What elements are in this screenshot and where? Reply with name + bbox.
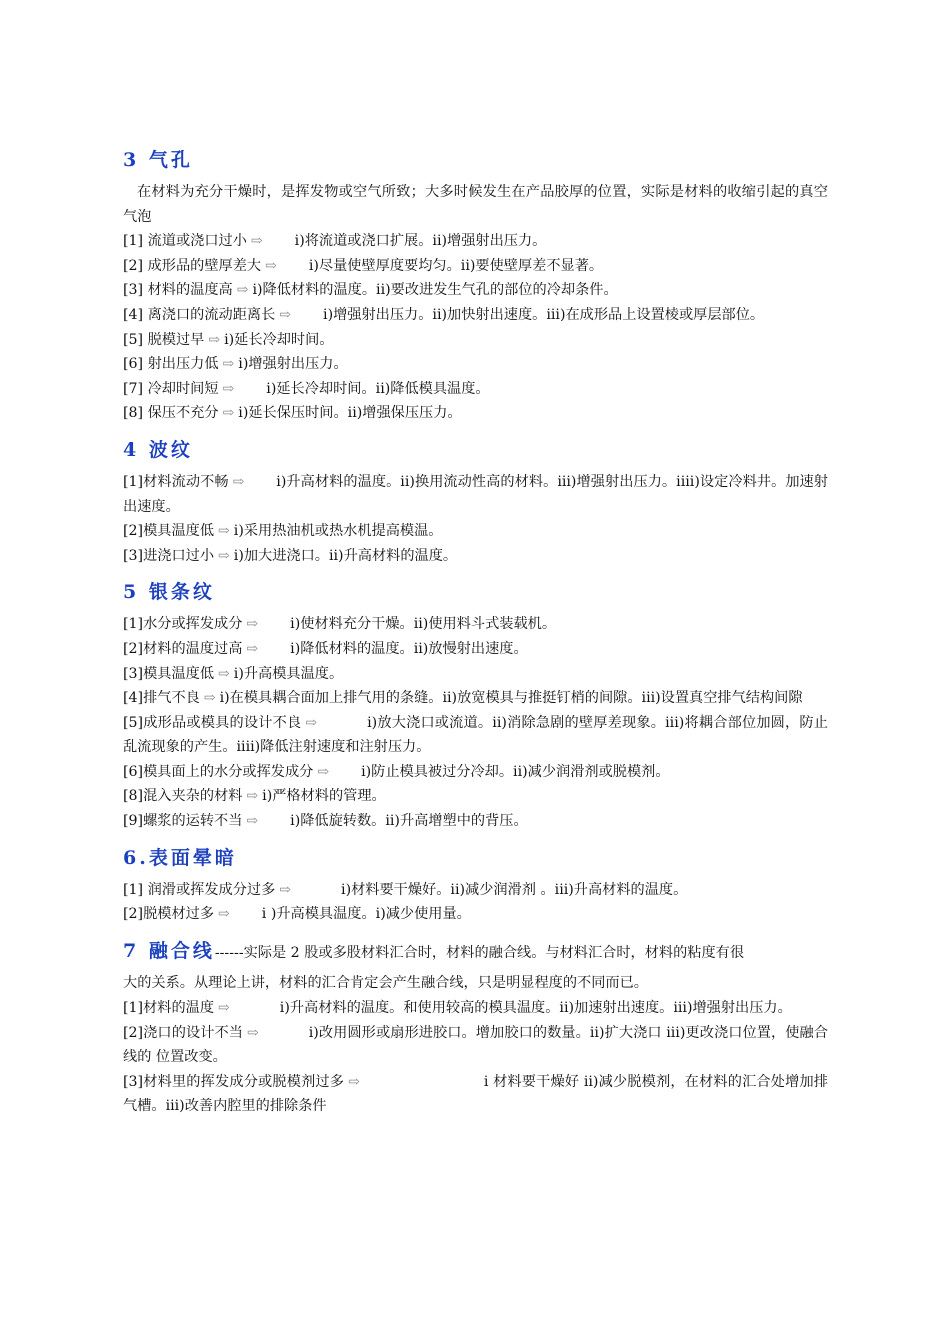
cause-text: [2] 成形品的壁厚差大: [123, 257, 262, 274]
cause-text: [1] 润滑或挥发成分过多: [123, 881, 276, 898]
list-item: [123, 401, 828, 426]
list-item: [123, 996, 828, 1021]
fix-text: i)材料要干燥好。ii)减少润滑剂 。iii)升高材料的温度。: [341, 881, 688, 898]
arrow-right-icon: ⇨: [317, 763, 330, 780]
list-item: [123, 711, 828, 760]
fix-text: i)将流道或浇口扩展。ii)增强射出压力。: [294, 233, 547, 250]
list-item: [123, 878, 828, 903]
cause-text: [1]水分或挥发成分: [123, 616, 243, 633]
list-item: [123, 809, 828, 834]
fix-text: i)升高材料的温度。ii)换用流动性高的材料。iii)增强射出压力。iiii)设定冷料井。加速射出速度。: [123, 473, 828, 515]
cause-text: [9]螺浆的运转不当: [123, 813, 243, 830]
fix-text: i)延长保压时间。ii)增强保压压力。: [238, 405, 462, 422]
fix-text: i)在模具耦合面加上排气用的条缝。ii)放宽模具与推挺钉梢的间隙。iii)设置真空排气结构间隙: [219, 690, 803, 707]
cause-text: [3]进浇口过小: [123, 547, 215, 564]
cause-text: [3]材料里的挥发成分或脱模剂过多: [123, 1073, 345, 1090]
cause-text: [2]脱模材过多: [123, 906, 215, 923]
fix-text: i)严格材料的管理。: [262, 788, 386, 805]
arrow-right-icon: ⇨: [348, 1073, 360, 1090]
list-item: [123, 470, 828, 519]
arrow-right-icon: ⇨: [246, 813, 259, 830]
list-item: [123, 278, 828, 303]
arrow-right-icon: ⇨: [218, 665, 230, 682]
arrow-right-icon: ⇨: [246, 616, 259, 633]
fix-text: i)增强射出压力。ii)加快射出速度。iii)在成形品上设置棱或厚层部位。: [323, 306, 765, 323]
section-silver-streak: [123, 578, 828, 833]
fix-text: i)加大进浇口。ii)升高材料的温度。: [233, 547, 458, 564]
list-item: [123, 254, 828, 279]
section-surface-dullness: [123, 844, 828, 927]
arrow-right-icon: ⇨: [203, 690, 216, 707]
fix-text: i)使材料充分干燥。ii)使用料斗式装载机。: [290, 616, 557, 633]
list-item: [123, 377, 828, 402]
arrow-right-icon: ⇨: [305, 714, 318, 731]
fix-text: i)延长冷却时间。: [224, 331, 334, 348]
cause-text: [1]材料流动不畅: [123, 473, 229, 490]
list-item: [123, 352, 828, 377]
cause-text: [8]混入夹杂的材料: [123, 788, 243, 805]
arrow-right-icon: ⇨: [218, 906, 230, 923]
fix-text: i)防止模具被过分冷却。ii)减少润滑剂或脱模剂。: [361, 763, 670, 780]
arrow-right-icon: ⇨: [279, 306, 292, 323]
cause-text: [2]模具温度低: [123, 523, 215, 540]
cause-text: [8] 保压不充分: [123, 405, 219, 422]
fix-text: i)降低材料的温度。ii)要改进发生气孔的部位的冷却条件。: [252, 282, 618, 299]
list-item: [123, 328, 828, 353]
arrow-right-icon: ⇨: [247, 1024, 259, 1041]
cause-text: [3] 材料的温度高: [123, 282, 233, 299]
arrow-right-icon: ⇨: [250, 233, 263, 250]
cause-text: [2]材料的温度过高: [123, 640, 243, 657]
cause-text: [7] 冷却时间短: [123, 380, 219, 397]
section-title-suffix: ------实际是 2 股或多股材料汇合时，材料的融合线。与材料汇合时，材料的粘度有很: [214, 944, 745, 961]
arrow-right-icon: ⇨: [222, 380, 235, 397]
fix-text: i)放大浇口或流道。ii)消除急剧的壁厚差现象。iii)将耦合部位加圆，防止乱流现象的产生。iiii)降低注射速度和注射压力。: [123, 714, 828, 756]
section-intro: 在材料为充分干燥时，是挥发物或空气所致；大多时候发生在产品胶厚的位置，实际是材料的收缩引起的真空气泡: [123, 184, 828, 225]
arrow-right-icon: ⇨: [218, 1000, 230, 1017]
fix-text: i)采用热油机或热水机提高模温。: [233, 523, 443, 540]
list-item: [123, 303, 828, 328]
list-item: [123, 902, 828, 927]
fix-text: i)降低旋转数。ii)升高增塑中的背压。: [290, 813, 528, 830]
list-item: [123, 1021, 828, 1070]
list-item: [123, 519, 828, 544]
arrow-right-icon: ⇨: [218, 547, 230, 564]
arrow-right-icon: ⇨: [265, 257, 277, 274]
section-intro: 大的关系。从理论上讲，材料的汇合肯定会产生融合线，只是明显程度的不同而已。: [123, 975, 648, 992]
arrow-right-icon: ⇨: [222, 356, 235, 373]
section-title: 7 融合线: [123, 939, 215, 962]
section-weld-line: [123, 937, 828, 1119]
fix-text: i )升高模具温度。i)减少使用量。: [261, 906, 471, 923]
cause-text: [4]排气不良: [123, 690, 200, 707]
section-heading-line: [123, 937, 828, 966]
list-item: [123, 662, 828, 687]
cause-text: [5]成形品或模具的设计不良: [123, 714, 302, 731]
cause-text: [2]浇口的设计不当: [123, 1024, 244, 1041]
section-porosity: [123, 146, 828, 426]
cause-text: [3]模具温度低: [123, 665, 215, 682]
list-item: [123, 686, 828, 711]
cause-text: [1]材料的温度: [123, 1000, 215, 1017]
list-item: [123, 229, 828, 254]
arrow-right-icon: ⇨: [232, 473, 245, 490]
cause-text: [6] 射出压力低: [123, 356, 219, 373]
list-item: [123, 612, 828, 637]
fix-text: i)尽量使壁厚度要均匀。ii)要使壁厚差不显著。: [308, 257, 604, 274]
document-page: [123, 136, 828, 1119]
fix-text: i)升高材料的温度。和使用较高的模具温度。ii)加速射出速度。iii)增强射出压力。: [279, 1000, 792, 1017]
fix-text: i)升高模具温度。: [233, 665, 344, 682]
section-title: 4 波纹: [123, 438, 193, 461]
cause-text: [6]模具面上的水分或挥发成分: [123, 763, 314, 780]
section-title: 6.表面晕暗: [123, 846, 237, 869]
arrow-right-icon: ⇨: [279, 881, 292, 898]
arrow-right-icon: ⇨: [218, 523, 230, 540]
list-item: [123, 784, 828, 809]
arrow-right-icon: ⇨: [246, 640, 259, 657]
fix-text: i)增强射出压力。: [238, 356, 348, 373]
fix-text: i)改用圆形或扇形进胶口。增加胶口的数量。ii)扩大浇口 iii)更改浇口位置，使融合线的 位置改变。: [123, 1024, 828, 1066]
fix-text: i 材料要干燥好 ii)减少脱模剂，在材料的汇合处增加排气槽。iii)改善内腔里的排除条件: [123, 1073, 828, 1115]
section-ripple: [123, 436, 828, 568]
list-item: [123, 544, 828, 569]
cause-text: [1] 流道或浇口过小: [123, 233, 247, 250]
arrow-right-icon: ⇨: [222, 405, 235, 422]
arrow-right-icon: ⇨: [236, 282, 249, 299]
list-item: [123, 637, 828, 662]
list-item: [123, 1070, 828, 1119]
arrow-right-icon: ⇨: [208, 331, 221, 348]
fix-text: i)降低材料的温度。ii)放慢射出速度。: [290, 640, 528, 657]
section-title: 3 气孔: [123, 149, 193, 171]
list-item: [123, 760, 828, 785]
cause-text: [4] 离浇口的流动距离长: [123, 306, 276, 323]
cause-text: [5] 脱模过早: [123, 331, 205, 348]
fix-text: i)延长冷却时间。ii)降低模具温度。: [266, 380, 490, 397]
section-title: 5 银条纹: [123, 581, 215, 604]
arrow-right-icon: ⇨: [246, 788, 259, 805]
